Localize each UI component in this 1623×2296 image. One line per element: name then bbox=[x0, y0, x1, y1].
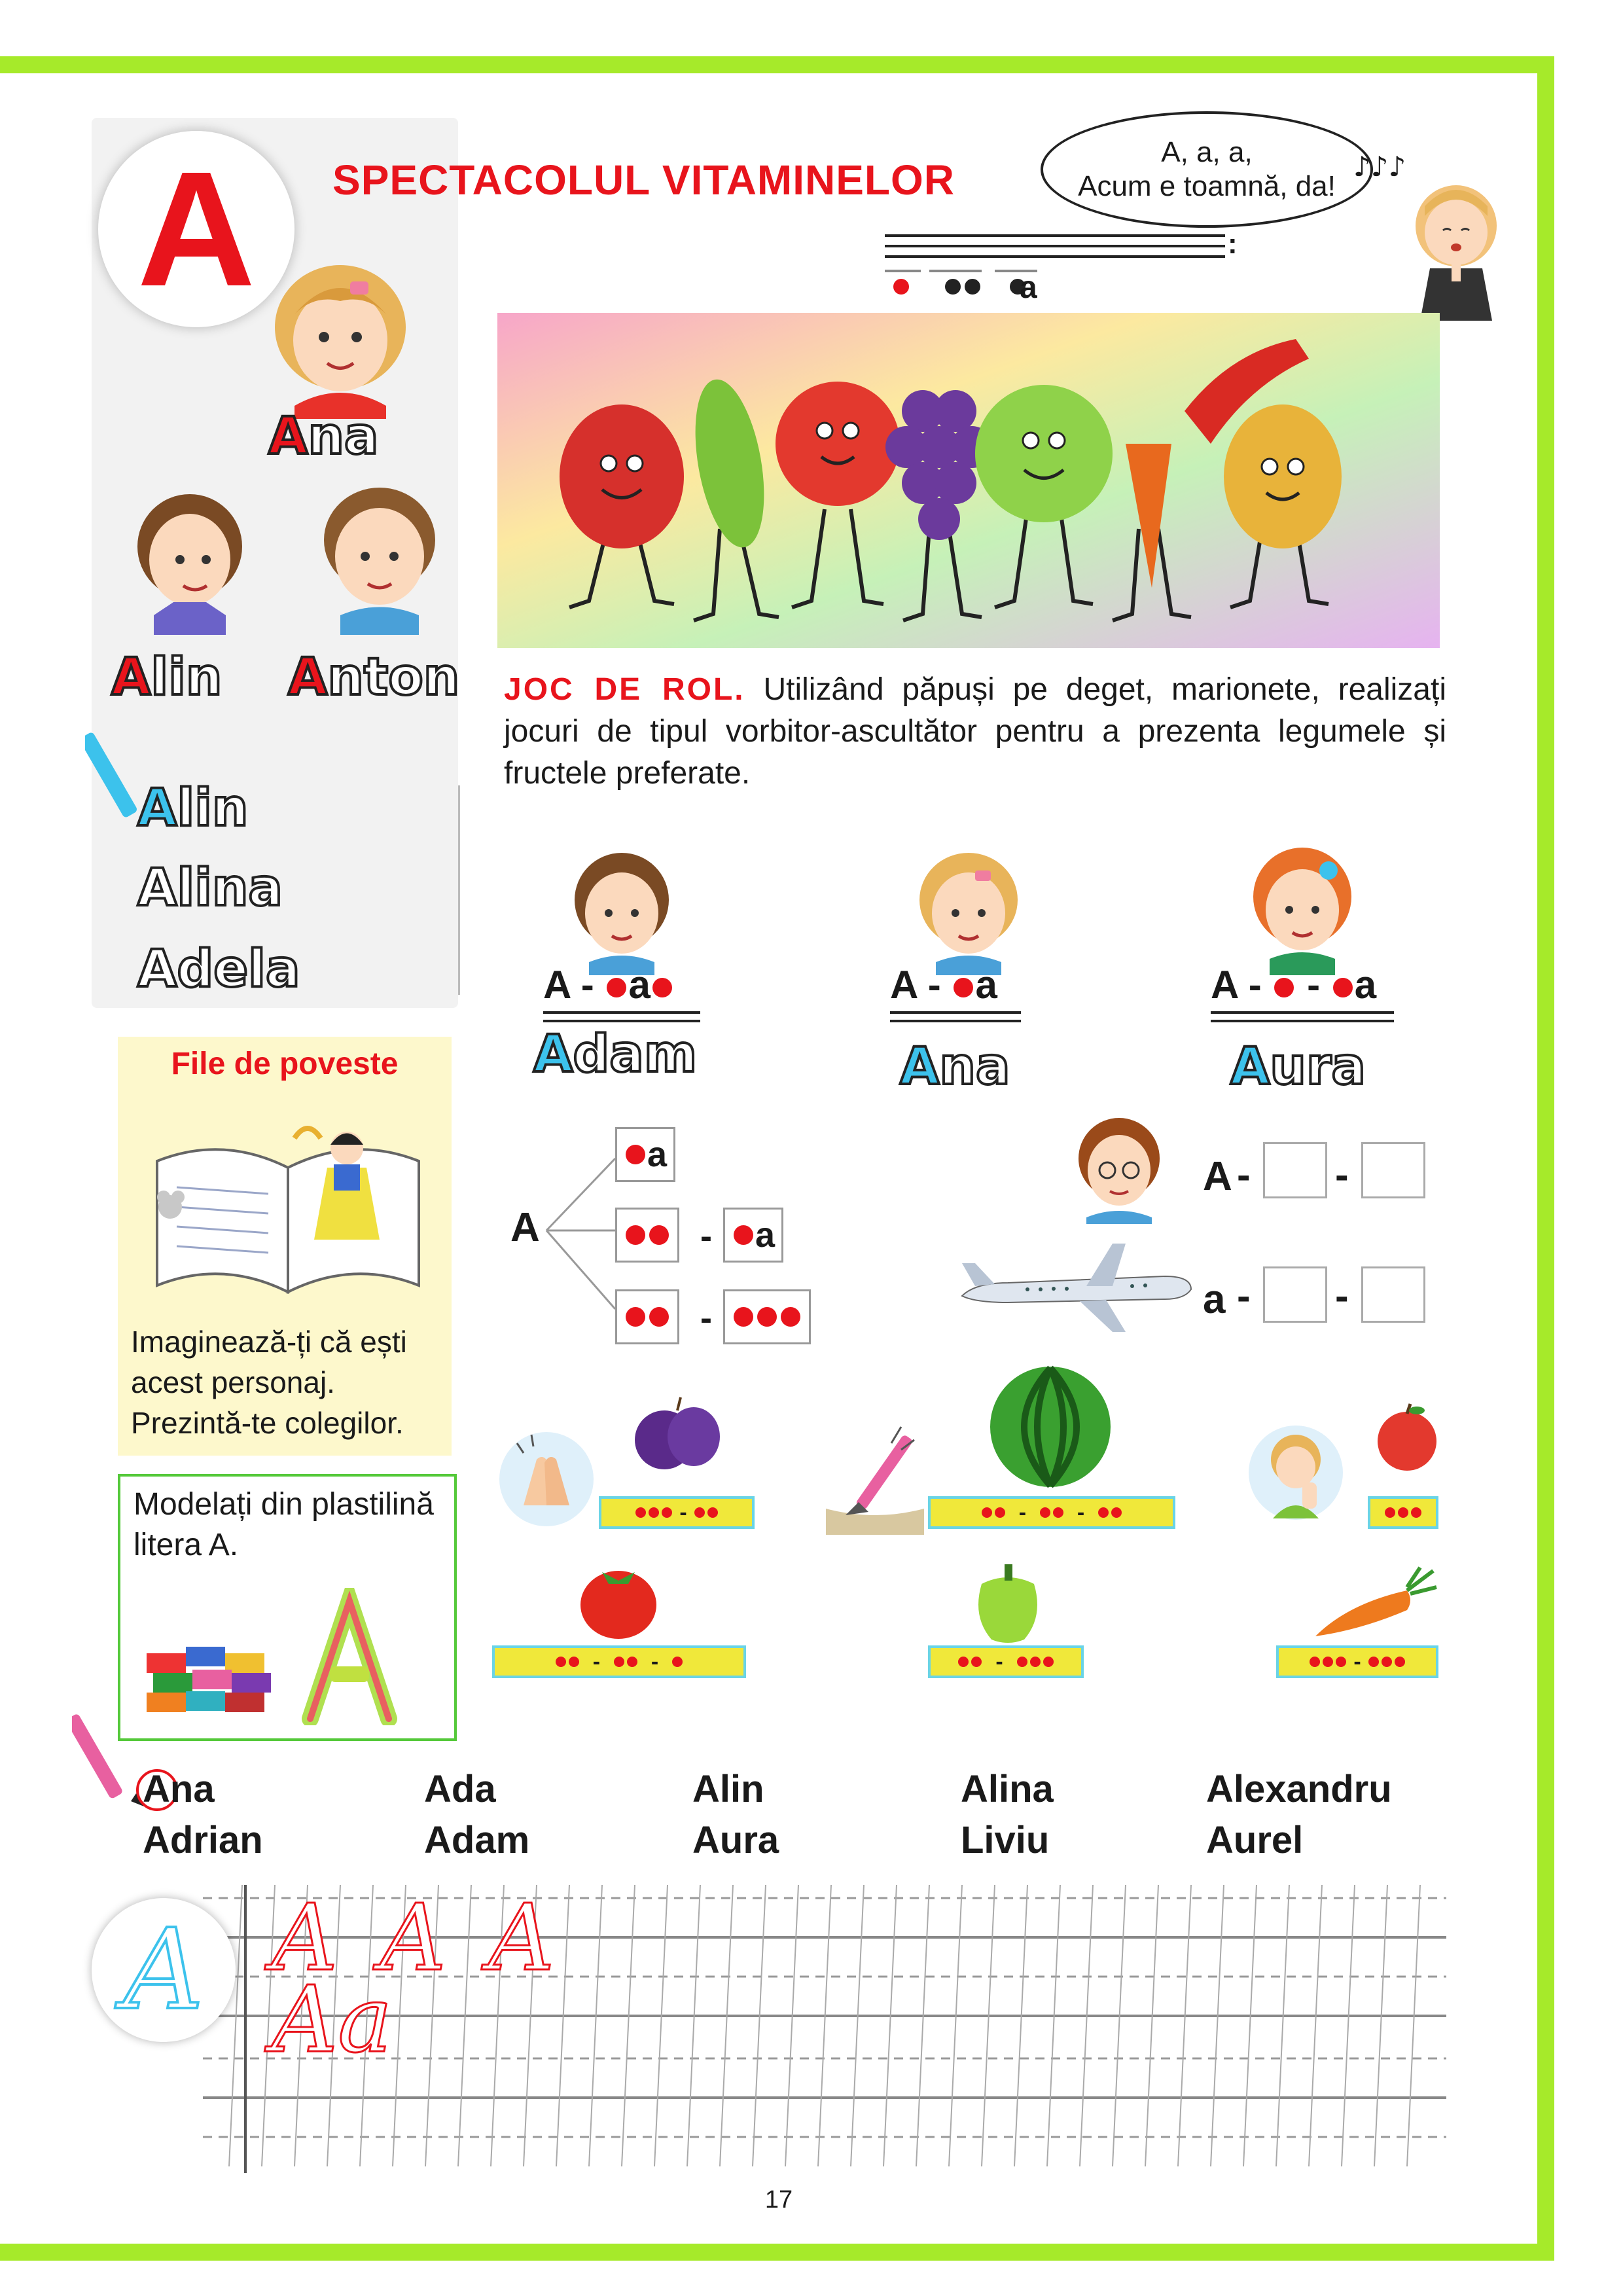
story-box-title: File de poveste bbox=[171, 1047, 399, 1081]
word-alin: Alin bbox=[692, 1768, 764, 1810]
anton-name-label: Anton bbox=[288, 648, 460, 707]
fill-row-1-dash-1: - bbox=[1237, 1153, 1251, 1198]
ana-syllable-scheme: A - a bbox=[890, 963, 997, 1007]
plums-illustration bbox=[628, 1394, 726, 1473]
aura-name-label: Aura bbox=[1230, 1037, 1366, 1096]
watermelon-illustration bbox=[985, 1361, 1116, 1492]
adam-syllable-scheme: A - a bbox=[543, 962, 674, 1007]
plum-syllable-strip: - bbox=[599, 1496, 755, 1529]
tree-dash-2: - bbox=[700, 1217, 712, 1256]
big-letter-badge: A bbox=[98, 131, 294, 327]
vitamins-parade-illustration bbox=[497, 313, 1440, 648]
ana-name-label: Ana bbox=[268, 407, 379, 466]
story-box-text: Imaginează-ți că ești acest personaj. Prezintă-te colegilor. bbox=[131, 1325, 407, 1440]
handwriting-row-2: Aa bbox=[272, 1967, 393, 2073]
trace-name-1: Alin bbox=[137, 779, 249, 838]
clap-hands-icon bbox=[497, 1427, 596, 1532]
role-play-paragraph: JOC DE ROL. Utilizând păpuși pe deget, marionete, realizați jocuri de tipul vorbitor-ascultător pentru a prezenta legumele și fructele preferate. bbox=[504, 672, 1447, 791]
fill-row-1-letter: A bbox=[1203, 1154, 1232, 1199]
adam-name-label: Adam bbox=[533, 1025, 698, 1084]
tree-branch-2b: a bbox=[723, 1208, 783, 1263]
fill-row-1-dash-2: - bbox=[1335, 1153, 1349, 1198]
fill-row-2-letter: a bbox=[1203, 1277, 1226, 1322]
scheme-end-letter: a bbox=[1020, 270, 1037, 305]
tree-branch-3 bbox=[615, 1289, 679, 1344]
fill-row-1-box-1[interactable] bbox=[1263, 1142, 1327, 1198]
tomato-illustration bbox=[576, 1558, 661, 1643]
fill-row-2-box-1[interactable] bbox=[1263, 1266, 1327, 1323]
word-aura: Aura bbox=[692, 1819, 779, 1861]
trace-name-3: Adela bbox=[137, 940, 300, 999]
word-adrian: Adrian bbox=[143, 1819, 263, 1861]
tree-branch-2 bbox=[615, 1208, 679, 1263]
apple-syllable-strip bbox=[1368, 1496, 1438, 1529]
word-liviu: Liviu bbox=[961, 1819, 1050, 1861]
word-ada: Ada bbox=[424, 1768, 496, 1810]
aura-portrait bbox=[1243, 838, 1361, 975]
handwriting-row-1: A A A bbox=[272, 1885, 562, 1992]
trace-name-2: Alina bbox=[137, 859, 283, 918]
page-frame-top bbox=[0, 56, 1554, 73]
ana-portrait bbox=[262, 255, 419, 419]
song-line-2: Acum e toamnă, da! bbox=[1078, 170, 1336, 202]
carrot-illustration bbox=[1309, 1564, 1440, 1643]
ana-small-portrait bbox=[910, 844, 1027, 975]
tree-dash-3: - bbox=[700, 1299, 712, 1338]
airplane-illustration bbox=[955, 1237, 1198, 1335]
scheme-dots bbox=[891, 279, 1027, 295]
plasticine-box-text: Modelați din plastilină litera A. bbox=[134, 1487, 434, 1562]
open-book-illustration bbox=[144, 1109, 432, 1305]
ana-small-name-label: Ana bbox=[900, 1037, 1010, 1096]
tree-branch-3b bbox=[723, 1289, 811, 1344]
word-ana: Ana bbox=[143, 1768, 215, 1810]
green-pepper-illustration bbox=[969, 1558, 1047, 1643]
pepper-syllable-strip: - bbox=[928, 1645, 1084, 1678]
word-alina: Alina bbox=[961, 1768, 1054, 1810]
music-notes-icon: ♪♪♪ bbox=[1353, 151, 1406, 183]
carrot-syllable-strip: - bbox=[1276, 1645, 1438, 1678]
brush-icon bbox=[826, 1424, 924, 1535]
page-number: 17 bbox=[764, 2186, 793, 2214]
teacher-portrait bbox=[1067, 1113, 1171, 1224]
singing-girl-illustration bbox=[1394, 170, 1518, 321]
thinking-boy-icon bbox=[1247, 1420, 1345, 1525]
page-frame-bottom bbox=[0, 2244, 1554, 2261]
divider bbox=[458, 785, 460, 995]
alin-portrait bbox=[121, 484, 252, 635]
story-box bbox=[118, 1037, 452, 1456]
fill-row-2-dash-1: - bbox=[1237, 1274, 1251, 1319]
plasticine-illustration bbox=[140, 1588, 435, 1725]
plasticine-box bbox=[118, 1474, 457, 1741]
watermelon-syllable-strip: - - bbox=[928, 1496, 1175, 1529]
word-alexandru: Alexandru bbox=[1206, 1768, 1392, 1810]
tree-root-letter: A bbox=[510, 1205, 540, 1250]
aura-syllable-scheme: A - - a bbox=[1211, 963, 1377, 1007]
tree-branch-1: a bbox=[615, 1127, 675, 1182]
word-adam: Adam bbox=[424, 1819, 530, 1861]
apple-illustration bbox=[1371, 1401, 1443, 1473]
song-line-1: A, a, a, bbox=[1161, 136, 1253, 168]
cursive-model-letter: A bbox=[92, 1898, 236, 2042]
scheme-colon: : bbox=[1228, 228, 1238, 260]
word-aurel: Aurel bbox=[1206, 1819, 1304, 1861]
adam-portrait bbox=[563, 844, 681, 975]
fill-row-2-box-2[interactable] bbox=[1361, 1266, 1425, 1323]
fill-row-1-box-2[interactable] bbox=[1361, 1142, 1425, 1198]
page-frame-right bbox=[1537, 56, 1554, 2261]
song-bubble bbox=[1041, 111, 1373, 228]
anton-portrait bbox=[308, 478, 452, 635]
alin-name-label: Alin bbox=[111, 648, 223, 707]
tomato-syllable-strip: - - bbox=[492, 1645, 746, 1678]
fill-row-2-dash-2: - bbox=[1335, 1274, 1349, 1319]
page-title: SPECTACOLUL VITAMINELOR bbox=[332, 156, 955, 204]
